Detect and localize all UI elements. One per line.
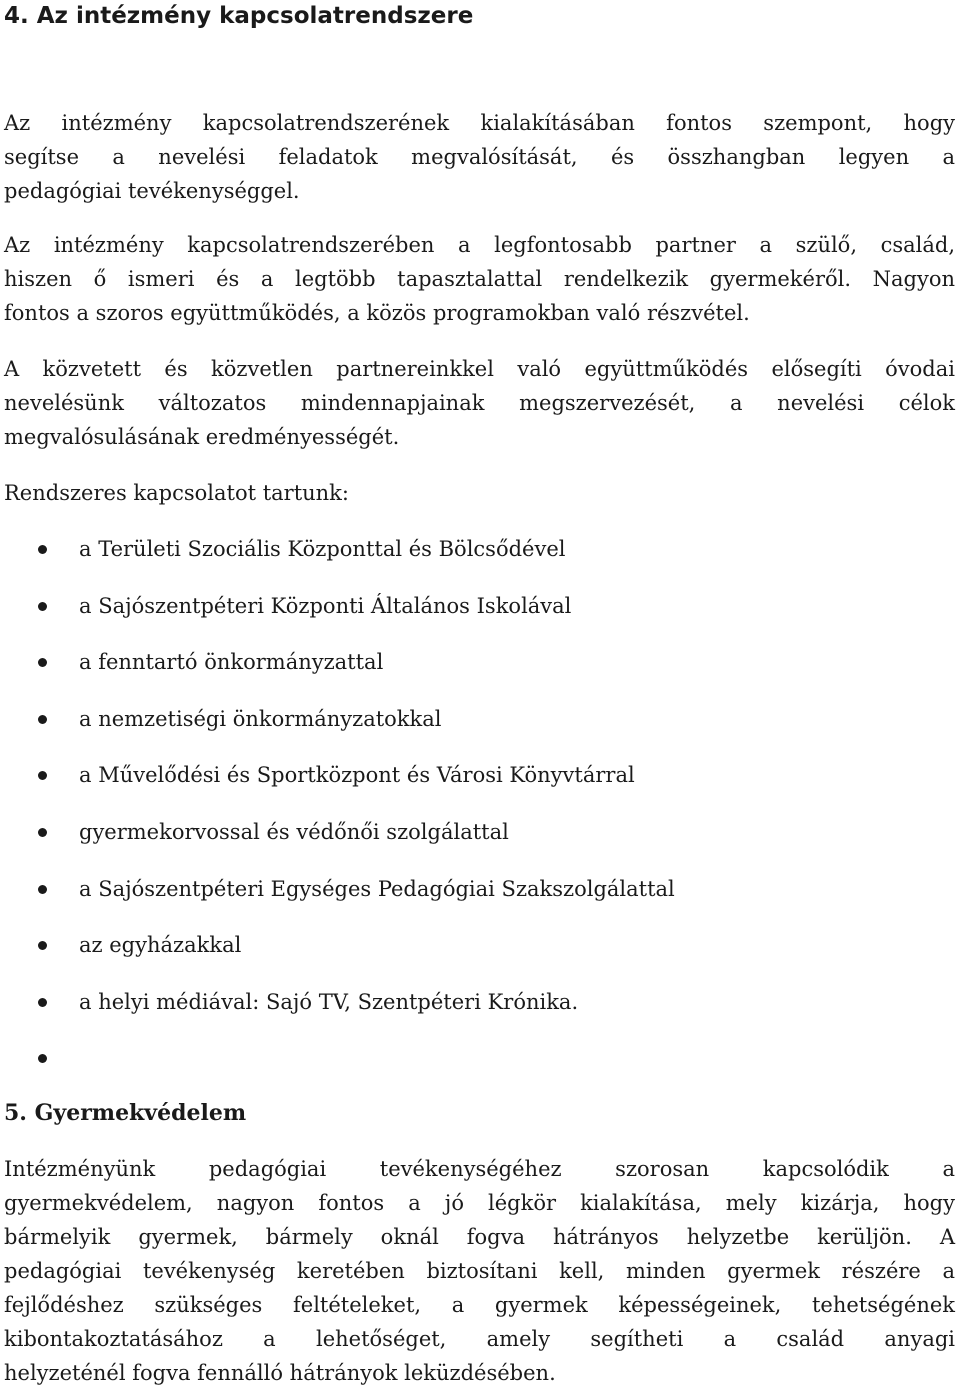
section-heading-5: 5. Gyermekvédelem xyxy=(4,1100,247,1126)
list-item-text: a Sajószentpéteri Központi Általános Iskolával xyxy=(79,593,572,618)
text-line: Az intézmény kapcsolatrendszerében a legfontosabb partner a szülő, család, xyxy=(4,233,955,257)
list-item-text: a nemzetiségi önkormányzatokkal xyxy=(79,706,442,731)
list-item xyxy=(0,928,960,985)
partner-list xyxy=(0,532,960,1098)
list-item xyxy=(0,758,960,815)
bullet-icon xyxy=(38,771,47,780)
text-line: megvalósulásának eredményességét. xyxy=(4,425,400,449)
list-item xyxy=(0,872,960,929)
list-item-text: a Sajószentpéteri Egységes Pedagógiai Szakszolgálattal xyxy=(79,876,675,901)
bullet-icon xyxy=(38,828,47,837)
list-item-text: az egyházakkal xyxy=(79,933,242,958)
text-line: bármelyik gyermek, bármely oknál fogva hátrányos helyzetbe kerüljön. A xyxy=(4,1225,955,1249)
text-line: nevelésünk változatos mindennapjainak megszervezését, a nevelési célok xyxy=(4,391,955,415)
bullet-icon xyxy=(38,602,47,611)
text-line: gyermekvédelem, nagyon fontos a jó légkör kialakítása, mely kizárja, hogy xyxy=(4,1191,955,1215)
partners-intro: Rendszeres kapcsolatot tartunk: xyxy=(4,481,349,505)
bullet-icon xyxy=(38,941,47,950)
paragraph-child-protection xyxy=(4,1152,955,1390)
section-heading-4: 4. Az intézmény kapcsolatrendszere xyxy=(4,3,474,29)
list-item xyxy=(0,985,960,1042)
bullet-icon xyxy=(38,998,47,1007)
bullet-icon xyxy=(38,658,47,667)
list-item xyxy=(0,645,960,702)
text-line: helyzeténél fogva fennálló hátrányok leküzdésében. xyxy=(4,1361,556,1385)
list-item-text: a helyi médiával: Sajó TV, Szentpéteri Krónika. xyxy=(79,989,579,1014)
paragraph-partners-cooperation xyxy=(4,352,955,454)
text-line: fejlődéshez szükséges feltételeket, a gyermek képességeinek, tehetségének xyxy=(4,1293,955,1317)
bullet-icon xyxy=(38,545,47,554)
text-line: Intézményünk pedagógiai tevékenységéhez szorosan kapcsolódik a xyxy=(4,1157,955,1181)
paragraph-relations-purpose xyxy=(4,106,955,208)
list-item xyxy=(0,589,960,646)
text-line: pedagógiai tevékenységgel. xyxy=(4,179,300,203)
list-item xyxy=(0,815,960,872)
text-line: pedagógiai tevékenység keretében biztosítani kell, minden gyermek részére a xyxy=(4,1259,955,1283)
bullet-icon xyxy=(38,1054,47,1063)
text-line: hiszen ő ismeri és a legtöbb tapasztalattal rendelkezik gyermekéről. Nagyon xyxy=(4,267,955,291)
list-item-text: a Művelődési és Sportközpont és Városi Könyvtárral xyxy=(79,763,635,788)
bullet-icon xyxy=(38,885,47,894)
list-item xyxy=(0,1041,960,1098)
text-line: segítse a nevelési feladatok megvalósítását, és összhangban legyen a xyxy=(4,145,955,169)
text-line: A közvetett és közvetlen partnereinkkel való együttműködés elősegíti óvodai xyxy=(4,357,955,381)
list-item-text: a fenntartó önkormányzattal xyxy=(79,650,384,675)
paragraph-parents-partner xyxy=(4,228,955,330)
text-line: fontos a szoros együttműködés, a közös programokban való részvétel. xyxy=(4,301,750,325)
text-line: kibontakoztatásához a lehetőséget, amely segítheti a család anyagi xyxy=(4,1327,955,1351)
bullet-icon xyxy=(38,715,47,724)
text-line: Az intézmény kapcsolatrendszerének kialakításában fontos szempont, hogy xyxy=(4,111,955,135)
list-item-text: a Területi Szociális Központtal és Bölcsődével xyxy=(79,537,566,561)
list-item xyxy=(0,532,960,589)
list-item-text: gyermekorvossal és védőnői szolgálattal xyxy=(79,819,509,844)
list-item xyxy=(0,702,960,759)
